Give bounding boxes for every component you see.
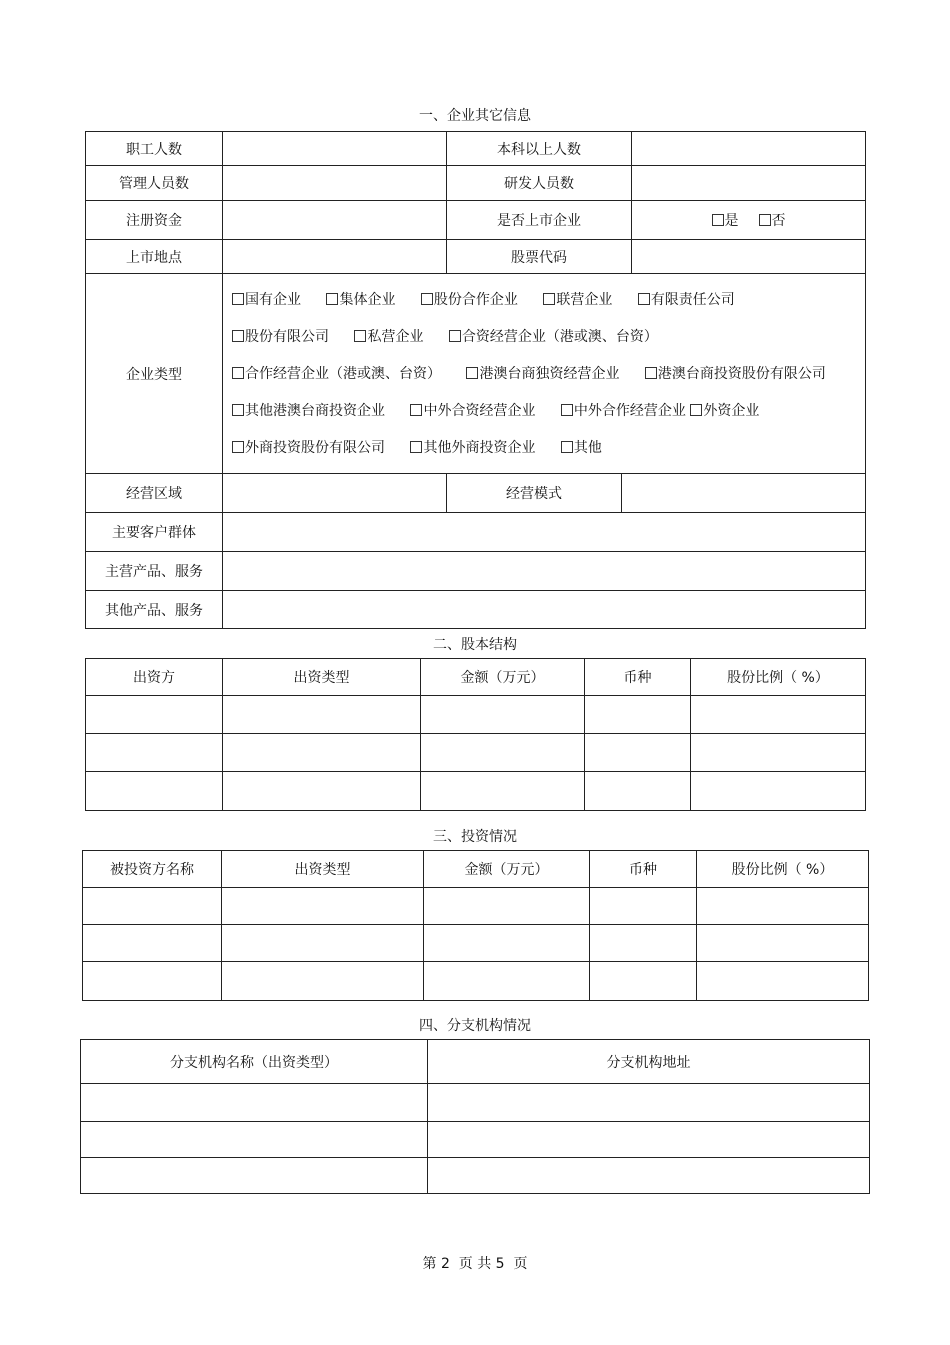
main-products-field[interactable]: [223, 552, 866, 591]
checkbox-icon[interactable]: [232, 441, 244, 453]
cell[interactable]: [691, 696, 866, 734]
type-option[interactable]: 外商投资股份有限公司: [232, 440, 385, 456]
checkbox-icon[interactable]: [232, 330, 244, 342]
checkbox-icon[interactable]: [690, 404, 702, 416]
cell[interactable]: [585, 772, 691, 811]
is-listed-label: 是否上市企业: [447, 201, 632, 240]
section-4-title: 四、分支机构情况: [419, 1018, 531, 1034]
type-option[interactable]: 集体企业: [326, 292, 395, 308]
table-row: [81, 1158, 870, 1194]
cell[interactable]: [590, 888, 697, 925]
checkbox-icon[interactable]: [232, 404, 244, 416]
cell[interactable]: [697, 888, 869, 925]
type-option[interactable]: 港澳台商独资经营企业: [466, 366, 619, 382]
biz-model-field[interactable]: [622, 474, 866, 513]
mgmt-count-label: 管理人员数: [86, 166, 223, 201]
checkbox-icon[interactable]: [410, 441, 422, 453]
cell[interactable]: [428, 1084, 870, 1122]
no-label: 否: [771, 213, 786, 229]
table-row: [81, 1084, 870, 1122]
type-option[interactable]: 合资经营企业（港或澳、台资）: [449, 329, 658, 345]
cell[interactable]: [421, 734, 585, 772]
main-customers-label: 主要客户群体: [86, 513, 223, 552]
footer-prefix: 第: [422, 1256, 437, 1272]
col-header: 出资方: [86, 659, 223, 696]
section-1-title: 一、企业其它信息: [419, 108, 531, 124]
checkbox-icon[interactable]: [561, 441, 573, 453]
other-products-label: 其他产品、服务: [86, 591, 223, 629]
table-row: [83, 962, 869, 1001]
table-row: [81, 1122, 870, 1158]
type-option[interactable]: 股份合作企业: [421, 292, 518, 308]
total-pages: 5: [495, 1256, 505, 1272]
cell[interactable]: [424, 962, 590, 1001]
biz-region-field[interactable]: [223, 474, 447, 513]
checkbox-icon[interactable]: [712, 214, 724, 226]
cell[interactable]: [428, 1158, 870, 1194]
equity-structure-table: [85, 658, 866, 811]
cell[interactable]: [585, 696, 691, 734]
type-option[interactable]: 联营企业: [543, 292, 612, 308]
is-listed-options: [632, 201, 866, 240]
cell[interactable]: [222, 962, 424, 1001]
type-option[interactable]: 合作经营企业（港或澳、台资）: [232, 366, 441, 382]
staff-count-field[interactable]: [223, 132, 447, 166]
checkbox-icon[interactable]: [638, 293, 650, 305]
checkbox-icon[interactable]: [421, 293, 433, 305]
checkbox-icon[interactable]: [466, 367, 478, 379]
enterprise-type-options: [223, 274, 866, 474]
checkbox-icon[interactable]: [543, 293, 555, 305]
cell[interactable]: [585, 734, 691, 772]
cell[interactable]: [428, 1122, 870, 1158]
cell[interactable]: [697, 925, 869, 962]
cell[interactable]: [81, 1158, 428, 1194]
stock-code-field[interactable]: [632, 240, 866, 274]
checkbox-icon[interactable]: [759, 214, 771, 226]
checkbox-icon[interactable]: [561, 404, 573, 416]
bachelor-count-field[interactable]: [632, 132, 866, 166]
cell[interactable]: [223, 734, 421, 772]
checkbox-icon[interactable]: [645, 367, 657, 379]
cell[interactable]: [83, 962, 222, 1001]
cell[interactable]: [86, 696, 223, 734]
listed-no-option[interactable]: [759, 210, 786, 230]
table-row: [83, 925, 869, 962]
cell[interactable]: [86, 772, 223, 811]
staff-count-label: 职工人数: [86, 132, 223, 166]
rd-count-label: 研发人员数: [447, 166, 632, 201]
investment-table: [82, 850, 869, 1001]
biz-model-label: 经营模式: [447, 474, 622, 513]
footer-mid: 页 共: [458, 1256, 492, 1272]
col-header: 被投资方名称: [83, 851, 222, 888]
cell[interactable]: [81, 1084, 428, 1122]
col-header: 币种: [585, 659, 691, 696]
cell[interactable]: [590, 962, 697, 1001]
rd-count-field[interactable]: [632, 166, 866, 201]
cell[interactable]: [691, 772, 866, 811]
type-option[interactable]: 中外合作经营企业: [561, 403, 686, 419]
cell[interactable]: [223, 696, 421, 734]
main-products-label: 主营产品、服务: [86, 552, 223, 591]
col-header: 股份比例（ %）: [697, 851, 869, 888]
checkbox-icon[interactable]: [232, 293, 244, 305]
section-3-title: 三、投资情况: [433, 829, 517, 845]
type-option[interactable]: 私营企业: [354, 329, 423, 345]
type-option[interactable]: 有限责任公司: [638, 292, 735, 308]
col-header: 金额（万元）: [424, 851, 590, 888]
biz-region-label: 经营区域: [86, 474, 223, 513]
cell[interactable]: [222, 888, 424, 925]
reg-capital-field[interactable]: [223, 201, 447, 240]
checkbox-icon[interactable]: [326, 293, 338, 305]
col-header: 出资类型: [223, 659, 421, 696]
stock-code-label: 股票代码: [447, 240, 632, 274]
checkbox-icon[interactable]: [354, 330, 366, 342]
cell[interactable]: [83, 925, 222, 962]
enterprise-type-label: 企业类型: [86, 274, 223, 474]
checkbox-icon[interactable]: [232, 367, 244, 379]
type-option[interactable]: 其他港澳台商投资企业: [232, 403, 385, 419]
type-option[interactable]: 港澳台商投资股份有限公司: [645, 366, 826, 382]
type-option[interactable]: 其他外商投资企业: [410, 440, 535, 456]
table-row: [83, 888, 869, 925]
other-products-field[interactable]: [223, 591, 866, 629]
cell[interactable]: [697, 962, 869, 1001]
cell[interactable]: [223, 772, 421, 811]
cell[interactable]: [83, 888, 222, 925]
table-row: [86, 696, 866, 734]
mgmt-count-field[interactable]: [223, 166, 447, 201]
table-row: [86, 772, 866, 811]
main-customers-field[interactable]: [223, 513, 866, 552]
footer-suffix: 页: [513, 1256, 528, 1272]
checkbox-icon[interactable]: [410, 404, 422, 416]
section-2-title: 二、股本结构: [433, 637, 517, 653]
yes-label: 是: [724, 213, 739, 229]
branch-table: [80, 1039, 870, 1194]
cell[interactable]: [222, 925, 424, 962]
cell[interactable]: [590, 925, 697, 962]
col-header: 金额（万元）: [421, 659, 585, 696]
listed-yes-option[interactable]: [712, 210, 739, 230]
cell[interactable]: [86, 734, 223, 772]
col-header: 股份比例（ %）: [691, 659, 866, 696]
table-row: [86, 734, 866, 772]
page-footer: [0, 1253, 950, 1273]
type-option[interactable]: 股份有限公司: [232, 329, 329, 345]
listing-place-label: 上市地点: [86, 240, 223, 274]
listing-place-field[interactable]: [223, 240, 447, 274]
reg-capital-label: 注册资金: [86, 201, 223, 240]
cell[interactable]: [424, 925, 590, 962]
current-page-number: 2: [440, 1256, 450, 1272]
checkbox-icon[interactable]: [449, 330, 461, 342]
col-header: 分支机构名称（出资类型）: [81, 1040, 428, 1084]
cell[interactable]: [421, 772, 585, 811]
bachelor-count-label: 本科以上人数: [447, 132, 632, 166]
cell[interactable]: [81, 1122, 428, 1158]
col-header: 币种: [590, 851, 697, 888]
col-header: 出资类型: [222, 851, 424, 888]
col-header: 分支机构地址: [428, 1040, 870, 1084]
cell[interactable]: [424, 888, 590, 925]
cell[interactable]: [421, 696, 585, 734]
type-option[interactable]: 国有企业: [232, 292, 301, 308]
company-info-table: [85, 131, 866, 629]
type-option[interactable]: 外资企业: [690, 403, 759, 419]
type-option[interactable]: 其他: [561, 440, 602, 456]
cell[interactable]: [691, 734, 866, 772]
type-option[interactable]: 中外合资经营企业: [410, 403, 535, 419]
